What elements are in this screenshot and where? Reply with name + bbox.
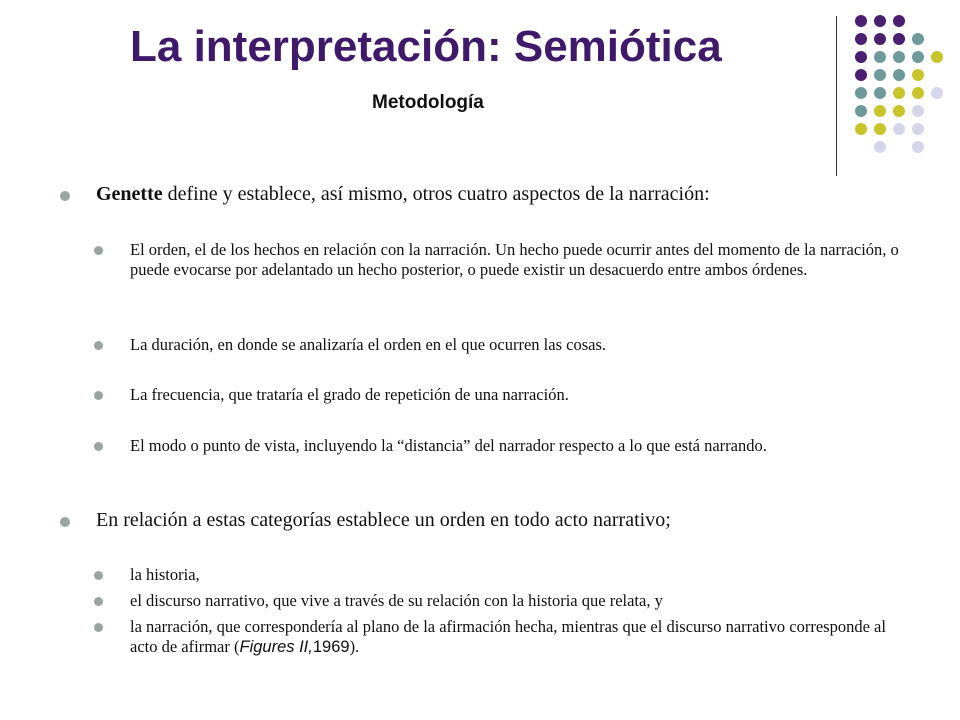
dot <box>912 51 924 63</box>
dot <box>912 123 924 135</box>
sub-list-item <box>94 335 914 355</box>
dot <box>893 123 905 135</box>
dot <box>874 105 886 117</box>
dot <box>874 123 886 135</box>
slide-title: La interpretación: Semiótica <box>130 22 722 71</box>
dot <box>893 51 905 63</box>
sub-list-item-text: El modo o punto de vista, incluyendo la “distancia” del narrador respecto a lo que está narrando. <box>130 436 767 455</box>
dot <box>912 141 924 153</box>
dot <box>874 141 886 153</box>
bullet-icon <box>94 571 103 580</box>
dot <box>874 15 886 27</box>
sub-list-item <box>94 436 914 456</box>
decorative-dot-grid <box>0 0 960 200</box>
dot <box>855 87 867 99</box>
dot <box>874 69 886 81</box>
dot <box>874 87 886 99</box>
list-item-text: define y establece, así mismo, otros cuatro aspectos de la narración: <box>162 183 710 205</box>
bullet-icon <box>94 341 103 350</box>
bullet-icon <box>94 391 103 400</box>
bullet-icon <box>94 597 103 606</box>
sub-list-item-text: la narración, que correspondería al plano de la afirmación hecha, mientras que el discurso narrativo corresponde al acto de afirmar ( <box>130 617 886 656</box>
dot <box>931 51 943 63</box>
sub-list-item <box>94 240 914 280</box>
dot <box>912 105 924 117</box>
work-title: Figures II, <box>239 638 313 656</box>
bullet-icon <box>94 442 103 451</box>
bullet-icon <box>94 623 103 632</box>
sub-list-item-text: El orden, el de los hechos en relación con la narración. Un hecho puede ocurrir antes del momento de la narración, o puede evocarse por adelantado un hecho posterior, o puede existir un desacuerdo entre ambos órdenes. <box>130 240 899 279</box>
dot <box>893 87 905 99</box>
dot <box>855 51 867 63</box>
closing-punctuation: ). <box>349 637 360 656</box>
work-year: 1969 <box>312 638 350 656</box>
sub-list-item-text: el discurso narrativo, que vive a través de su relación con la historia que relata, y <box>130 591 663 610</box>
dot <box>855 69 867 81</box>
author-name: Genette <box>96 183 163 205</box>
dot <box>893 33 905 45</box>
sub-list-item-text: La frecuencia, que trataría el grado de repetición de una narración. <box>130 385 569 404</box>
sub-list-item-text: la historia, <box>130 565 200 584</box>
dot <box>893 15 905 27</box>
dot <box>893 69 905 81</box>
sub-list-item <box>94 385 914 405</box>
bullet-icon <box>60 517 70 527</box>
dot <box>855 105 867 117</box>
dot <box>874 33 886 45</box>
bullet-icon <box>94 246 103 255</box>
list-item <box>60 182 920 206</box>
slide-subtitle: Metodología <box>372 92 484 113</box>
dot <box>931 87 943 99</box>
dot <box>855 123 867 135</box>
sub-list-item <box>94 565 914 585</box>
bullet-icon <box>60 191 70 201</box>
sub-list-item <box>94 617 914 657</box>
list-item-text: En relación a estas categorías establece un orden en todo acto narrativo; <box>96 509 671 531</box>
list-item <box>60 508 920 532</box>
sub-list-item <box>94 591 914 611</box>
dot <box>912 69 924 81</box>
dot <box>912 87 924 99</box>
dot <box>855 15 867 27</box>
dot <box>912 33 924 45</box>
dot <box>874 51 886 63</box>
dot <box>893 105 905 117</box>
sub-list-item-text: La duración, en donde se analizaría el orden en el que ocurren las cosas. <box>130 335 606 354</box>
dot <box>855 33 867 45</box>
